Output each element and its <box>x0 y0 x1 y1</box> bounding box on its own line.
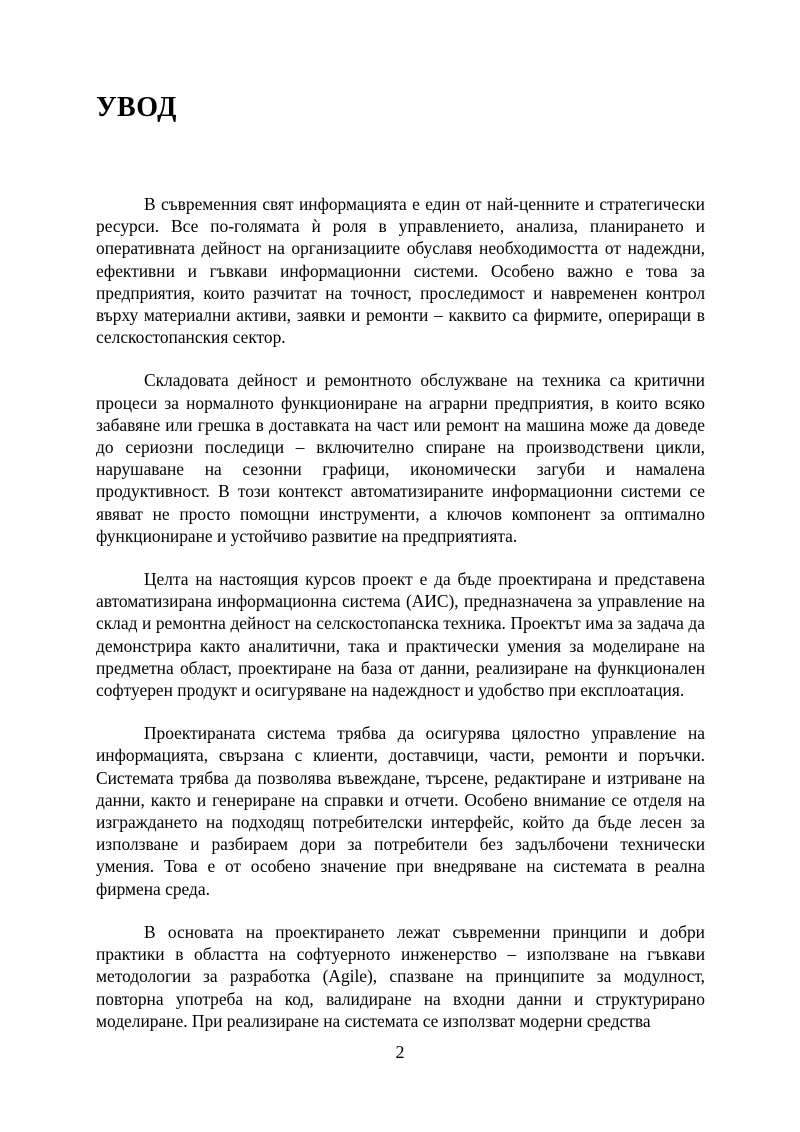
page-number: 2 <box>395 1042 405 1062</box>
section-body <box>96 193 705 1053</box>
paragraph-2: Складовата дейност и ремонтното обслужване на техника са критични процеси за нормалното функциониране на аграрни предприятия, в които всяко забавяне или грешка в доставката на част или ремонт на машина може да доведе до сериозни последици – включително спиране на производствени цикли, нарушаване на сезонни графици, икономически загуби и намалена продуктивност. В този контекст автоматизираните информационни системи се явяват не просто помощни инструменти, а ключов компонент за оптимално функциониране и устойчиво развитие на предприятията. <box>96 370 705 546</box>
paragraph-3: Целта на настоящия курсов проект е да бъде проектирана и представена автоматизирана информационна система (АИС), предназначена за управление на склад и ремонтна дейност на селскостопанска техника. Проектът има за задача да демонстрира както аналитични, така и практически умения за моделиране на предметна област, проектиране на база от данни, реализиране на функционален софтуерен продукт и осигуряване на надеждност и удобство при експлоатация. <box>96 569 705 701</box>
paragraph-5: В основата на проектирането лежат съвременни принципи и добри практики в областта на софтуерното инженерство – използване на гъвкави методологии за разработка (Agile), спазване на принципите за модулност, повторна употреба на код, валидиране на входни данни и структурирано моделиране. При реализиране на системата се използват модерни средства <box>96 921 705 1031</box>
paragraph-4: Проектираната система трябва да осигурява цялостно управление на информацията, свързана с клиенти, доставчици, части, ремонти и поръчки. Системата трябва да позволява въвеждане, търсене, редактиране и изтриване на данни, както и генериране на справки и отчети. Особено внимание се отделя на изграждането на подходящ потребителски интерфейс, който да бъде лесен за използване и разбираем дори за потребители без задълбочени технически умения. Това е от особено значение при внедряване на системата в реална фирмена среда. <box>96 723 705 899</box>
paragraph-1: В съвременния свят информацията е един от най-ценните и стратегически ресурси. Все по-голямата ѝ роля в управлението, анализа, планирането и оперативната дейност на организациите обуславя необходимостта от надеждни, ефективни и гъвкави информационни системи. Особено важно е това за предприятия, които разчитат на точност, проследимост и навременен контрол върху материални активи, заявки и ремонти – каквито са фирмите, опериращи в селскостопанския сектор. <box>96 194 705 348</box>
section-title: УВОД <box>96 92 177 123</box>
